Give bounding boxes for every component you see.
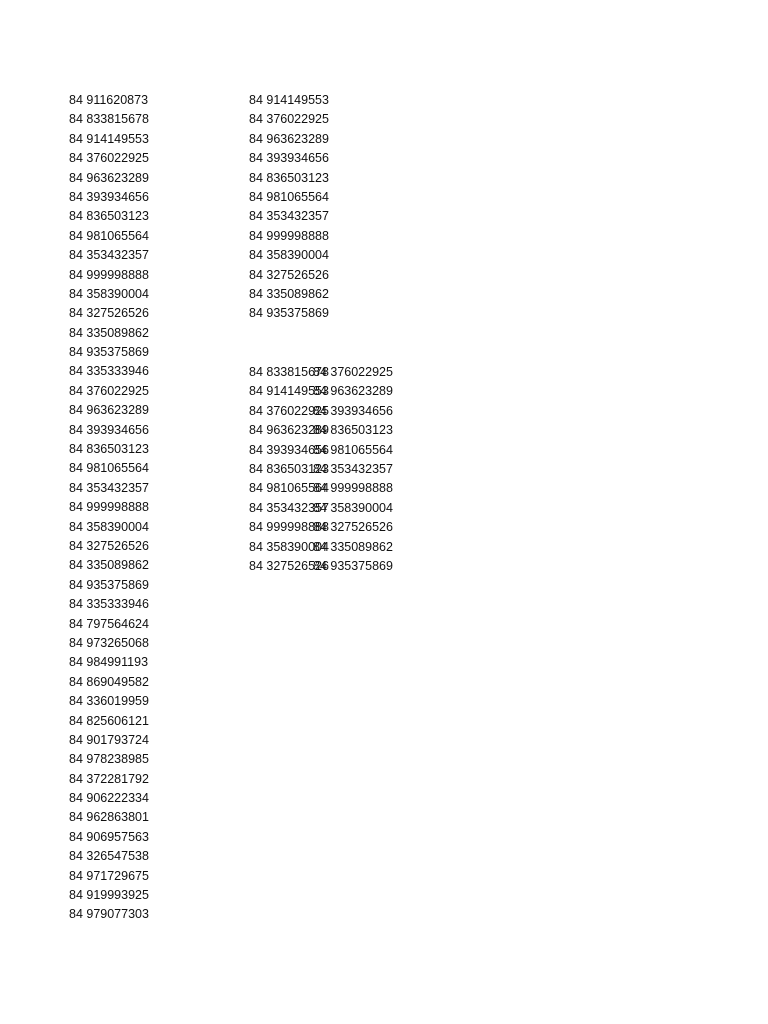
- phone-cell: 84 353432357: [249, 500, 329, 515]
- phone-cell: 84 327526526: [69, 306, 149, 321]
- phone-cell: 84 797564624: [69, 616, 149, 631]
- phone-column-c: [249, 363, 329, 576]
- phone-cell: 84 906222334: [69, 791, 149, 806]
- phone-cell: 84 327526526: [249, 558, 329, 573]
- phone-cell: 84 981065564: [249, 481, 329, 496]
- phone-cell: 84 984991193: [69, 655, 149, 670]
- phone-cell: 84 981065564: [313, 442, 393, 457]
- phone-cell: 84 393934656: [249, 151, 329, 166]
- phone-cell: 84 963623289: [313, 384, 393, 399]
- phone-cell: 84 353432357: [69, 248, 149, 263]
- phone-cell: 84 869049582: [69, 674, 149, 689]
- phone-cell: 84 335333946: [69, 597, 149, 612]
- phone-cell: 84 999998888: [313, 481, 393, 496]
- phone-cell: 84 971729675: [69, 868, 149, 883]
- phone-cell: 84 335089862: [69, 558, 149, 573]
- phone-cell: 84 372281792: [69, 771, 149, 786]
- phone-cell: 84 335089862: [313, 539, 393, 554]
- phone-column-b: [249, 91, 429, 324]
- phone-cell: 84 358390004: [69, 519, 149, 534]
- phone-cell: 84 914149553: [249, 384, 329, 399]
- phone-cell: 84 326547538: [69, 849, 149, 864]
- phone-column-d: [313, 363, 433, 576]
- phone-cell: 84 981065564: [249, 189, 329, 204]
- phone-cell: 84 981065564: [69, 228, 149, 243]
- phone-cell: 84 978238985: [69, 752, 149, 767]
- phone-cell: 84 393934656: [313, 403, 393, 418]
- phone-cell: 84 376022925: [249, 112, 329, 127]
- phone-cell: 84 353432357: [69, 480, 149, 495]
- phone-cell: 84 836503123: [69, 442, 149, 457]
- phone-cell: 84 335089862: [69, 325, 149, 340]
- phone-cell: 84 963623289: [249, 423, 329, 438]
- phone-cell: 84 935375869: [69, 345, 149, 360]
- phone-cell: 84 901793724: [69, 732, 149, 747]
- phone-cell: 84 327526526: [249, 267, 329, 282]
- phone-cell: 84 973265068: [69, 635, 149, 650]
- phone-cell: 84 999998888: [249, 520, 329, 535]
- phone-cell: 84 335089862: [249, 286, 329, 301]
- phone-cell: 84 327526526: [69, 538, 149, 553]
- phone-cell: 84 906957563: [69, 829, 149, 844]
- phone-cell: 84 825606121: [69, 713, 149, 728]
- phone-cell: 84 358390004: [313, 500, 393, 515]
- phone-cell: 84 353432357: [313, 461, 393, 476]
- phone-cell: 84 358390004: [69, 286, 149, 301]
- phone-cell: 84 911620873: [69, 93, 149, 107]
- phone-cell: 84 914149553: [249, 93, 329, 107]
- phone-cell: 84 393934656: [69, 189, 149, 204]
- phone-cell: 84 358390004: [249, 539, 329, 554]
- phone-cell: 84 935375869: [249, 306, 329, 321]
- phone-cell: 84 935375869: [313, 558, 393, 573]
- phone-cell: 84 963623289: [249, 131, 329, 146]
- phone-cell: 84 336019959: [69, 694, 149, 709]
- phone-cell: 84 979077303: [69, 907, 149, 922]
- phone-cell: 84 358390004: [249, 248, 329, 263]
- phone-cell: 84 393934656: [69, 422, 149, 437]
- phone-cell: 84 999998888: [249, 228, 329, 243]
- phone-cell: 84 833815678: [69, 112, 149, 127]
- phone-cell: 84 919993925: [69, 888, 149, 903]
- phone-cell: 84 999998888: [69, 500, 149, 515]
- phone-cell: 84 376022925: [313, 365, 393, 379]
- phone-cell: 84 327526526: [313, 520, 393, 535]
- phone-cell: 84 335333946: [69, 364, 149, 379]
- phone-cell: 84 393934656: [249, 442, 329, 457]
- phone-cell: 84 836503123: [249, 461, 329, 476]
- phone-cell: 84 376022925: [69, 383, 149, 398]
- phone-cell: 84 963623289: [69, 403, 149, 418]
- phone-cell: 84 935375869: [69, 577, 149, 592]
- phone-cell: 84 833815678: [249, 365, 329, 379]
- phone-cell: 84 376022925: [249, 403, 329, 418]
- phone-column-a: [69, 91, 249, 925]
- phone-cell: 84 981065564: [69, 461, 149, 476]
- phone-cell: 84 999998888: [69, 267, 149, 282]
- phone-cell: 84 353432357: [249, 209, 329, 224]
- phone-cell: 84 836503123: [249, 170, 329, 185]
- phone-cell: 84 376022925: [69, 151, 149, 166]
- phone-cell: 84 963623289: [69, 170, 149, 185]
- phone-cell: 84 836503123: [313, 423, 393, 438]
- phone-cell: 84 914149553: [69, 131, 149, 146]
- phone-cell: 84 962863801: [69, 810, 149, 825]
- phone-cell: 84 836503123: [69, 209, 149, 224]
